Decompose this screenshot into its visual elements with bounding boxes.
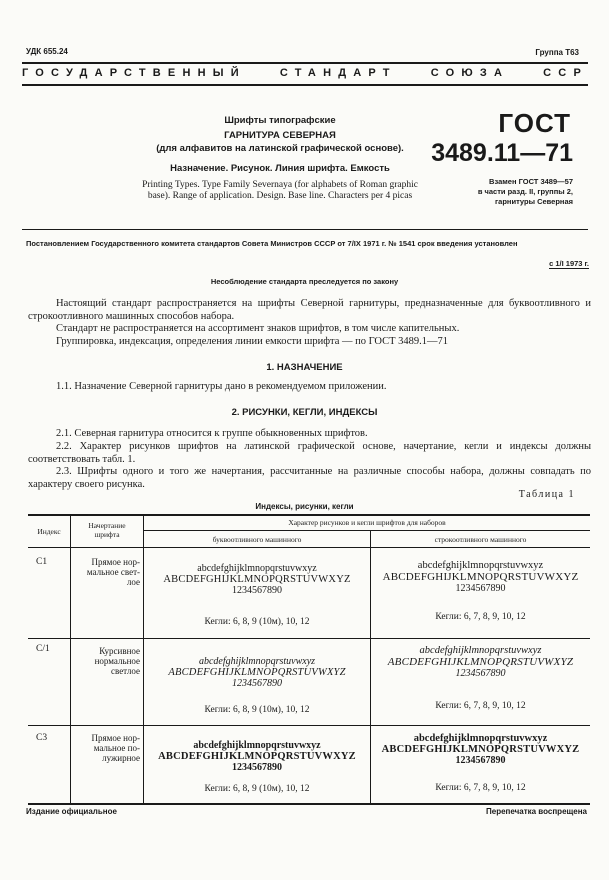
decree-text: Постановлением Государственного комитета стандартов Совета Министров СССР от 7/IX 1971 г. № 1541 срок введения установлен xyxy=(26,239,518,248)
banner-word-3: СОЮЗА xyxy=(430,67,510,79)
title-line-3: (для алфавитов на латинской графической основе). xyxy=(156,143,404,154)
top-rule xyxy=(22,62,588,64)
row-2-linotype-specimen xyxy=(371,645,590,679)
replaces-line-2: в части разд. II, группы 2, xyxy=(477,187,573,196)
specimen-lowercase: abcdefghijklmnopqrstuvwxyz xyxy=(197,563,317,574)
replaces-line-3: гарнитуры Северная xyxy=(495,197,573,206)
specimen-uppercase: ABCDEFGHIJKLMNOPQRSTUVWXYZ xyxy=(158,751,356,762)
specimen-lowercase: abcdefghijklmnopqrstuvwxyz xyxy=(198,656,316,667)
title-line-4: Назначение. Рисунок. Линия шрифта. Емкость xyxy=(170,163,390,174)
section-1-title: 1. НАЗНАЧЕНИЕ xyxy=(266,362,343,373)
row-3-letterpress-specimen xyxy=(144,740,370,773)
banner-word-4: ССР xyxy=(543,67,588,79)
row-1-style-line-2: мальное свет- xyxy=(86,567,140,577)
row-2-letterpress-sizes: Кегли: 6, 8, 9 (10м), 10, 12 xyxy=(204,705,310,715)
row-3-style-line-3: лужирное xyxy=(102,753,140,763)
header-style-line-2: шрифта xyxy=(94,530,120,539)
row-2-style-line-3: светлое xyxy=(111,666,140,676)
row-2-style xyxy=(78,646,140,676)
table-subheader-rule xyxy=(143,530,590,531)
specimen-digits: 1234567890 xyxy=(232,762,282,773)
row-3-style xyxy=(78,733,140,763)
row-1-letterpress-specimen xyxy=(144,563,370,596)
row-2-index: С/1 xyxy=(36,644,50,654)
specimen-digits: 1234567890 xyxy=(232,585,282,596)
table-row-rule-1 xyxy=(28,638,590,639)
row-1-linotype-sizes: Кегли: 6, 7, 8, 9, 10, 12 xyxy=(435,612,526,622)
row-2-style-line-2: нормальное xyxy=(94,656,140,666)
specimen-lowercase: abcdefghijklmnopqrstuvwxyz xyxy=(413,733,548,744)
row-3-style-line-2: мальное по- xyxy=(93,743,140,753)
title-english: Printing Types. Type Family Severnaya (for alphabets of Roman graphic base). Range of application. Design. Base line. Characters per 4 picas xyxy=(142,180,418,201)
header-index: Индекс xyxy=(37,527,61,536)
specimen-digits: 1234567890 xyxy=(455,755,506,766)
gost-label: ГОСТ xyxy=(498,108,571,138)
intro-paragraph-3: Группировка, индексация, определения линии емкости шрифта — по ГОСТ 3489.1—71 xyxy=(56,336,449,347)
specimen-digits: 1234567890 xyxy=(455,668,506,679)
replaces-note xyxy=(413,177,573,207)
title-line-2: ГАРНИТУРА СЕВЕРНАЯ xyxy=(224,130,336,141)
title-line-1: Шрифты типографские xyxy=(224,115,336,126)
row-3-style-line-1: Прямое нор- xyxy=(91,733,140,743)
table-top-border xyxy=(28,514,590,516)
row-1-letterpress-sizes: Кегли: 6, 8, 9 (10м), 10, 12 xyxy=(204,617,310,627)
specimen-uppercase: ABCDEFGHIJKLMNOPQRSTUVWXYZ xyxy=(168,667,346,678)
section-2-paragraph-3: 2.3. Шрифты одного и того же начертания, рассчитанные на различные способы набора, должны совпадать по характеру своего рисунка. xyxy=(28,466,591,490)
specimen-lowercase: abcdefghijklmnopqrstuvwxyz xyxy=(417,560,544,571)
row-2-linotype-sizes: Кегли: 6, 7, 8, 9, 10, 12 xyxy=(435,701,526,711)
table-row-rule-2 xyxy=(28,725,590,726)
banner-bottom-rule xyxy=(22,84,588,86)
header-letterpress: буквоотливного машинного xyxy=(212,535,302,544)
specimen-digits: 1234567890 xyxy=(455,583,506,594)
footer-official-edition: Издание официальное xyxy=(26,807,117,816)
row-1-style-line-1: Прямое нор- xyxy=(91,557,140,567)
specimen-lowercase: abcdefghijklmnopqrstuvwxyz xyxy=(419,645,542,656)
table-bottom-border xyxy=(28,803,590,805)
state-standard-banner xyxy=(22,67,588,79)
header-style-line-1: Начертание xyxy=(88,521,126,530)
intro-paragraph-1: Настоящий стандарт распространяется на шрифты Северной гарнитуры, предназначенные для буквоотливного и строкоотливного машинных способов набора. xyxy=(28,298,591,322)
row-1-index: С1 xyxy=(36,557,48,567)
row-1-style-line-3: лое xyxy=(126,577,140,587)
section-2-title: 2. РИСУНКИ, КЕГЛИ, ИНДЕКСЫ xyxy=(231,407,378,418)
table-label: Таблица 1 xyxy=(518,489,575,500)
row-1-linotype-specimen xyxy=(371,560,590,594)
table-col-rule-1 xyxy=(70,514,71,804)
specimen-uppercase: ABCDEFGHIJKLMNOPQRSTUVWXYZ xyxy=(381,744,580,755)
row-3-letterpress-sizes: Кегли: 6, 8, 9 (10м), 10, 12 xyxy=(204,784,310,794)
specimen-lowercase: abcdefghijklmnopqrstuvwxyz xyxy=(193,740,321,751)
udk-code: УДК 655.24 xyxy=(26,47,68,56)
section-2-paragraph-2: 2.2. Характер рисунков шрифтов на латинской графической основе, начертание, кегли и индексы должны соответствовать табл. 1. xyxy=(28,441,591,465)
row-3-linotype-specimen xyxy=(371,733,590,766)
law-notice: Несоблюдение стандарта преследуется по закону xyxy=(210,277,399,286)
banner-word-1: ГОСУДАРСТВЕННЫЙ xyxy=(22,67,246,79)
table-header-bottom-rule xyxy=(28,547,590,548)
row-1-style xyxy=(78,557,140,587)
row-2-style-line-1: Курсивное xyxy=(99,646,140,656)
effective-date: с 1/I 1973 г. xyxy=(549,259,589,268)
header-typesetting-group: Характер рисунков и кегли шрифтов для наборов xyxy=(288,518,446,527)
row-3-index: С3 xyxy=(36,733,48,743)
gost-number: 3489.11—71 xyxy=(431,139,573,167)
header-linotype: строкоотливного машинного xyxy=(434,535,527,544)
intro-paragraph-2: Стандарт не распространяется на ассортимент знаков шрифтов, в том числе капительных. xyxy=(56,323,460,334)
decree-rule xyxy=(22,229,588,230)
row-3-linotype-sizes: Кегли: 6, 7, 8, 9, 10, 12 xyxy=(435,783,526,793)
section-1-paragraph: 1.1. Назначение Северной гарнитуры дано в рекомендуемом приложении. xyxy=(56,381,387,392)
specimen-uppercase: ABCDEFGHIJKLMNOPQRSTUVWXYZ xyxy=(387,656,574,668)
table-title: Индексы, рисунки, кегли xyxy=(255,502,354,511)
footer-reprint-prohibited: Перепечатка воспрещена xyxy=(486,807,587,816)
group-code: Группа Т63 xyxy=(535,48,579,57)
header-style xyxy=(71,521,143,539)
specimen-digits: 1234567890 xyxy=(232,678,282,689)
row-2-letterpress-specimen xyxy=(144,656,370,689)
banner-word-2: СТАНДАРТ xyxy=(279,67,397,79)
specimen-uppercase: ABCDEFGHIJKLMNOPQRSTUVWXYZ xyxy=(382,571,579,583)
specimen-uppercase: ABCDEFGHIJKLMNOPQRSTUVWXYZ xyxy=(163,574,351,585)
section-2-paragraph-1: 2.1. Северная гарнитура относится к группе обыкновенных шрифтов. xyxy=(56,428,368,439)
replaces-line-1: Взамен ГОСТ 3489—57 xyxy=(489,177,573,186)
